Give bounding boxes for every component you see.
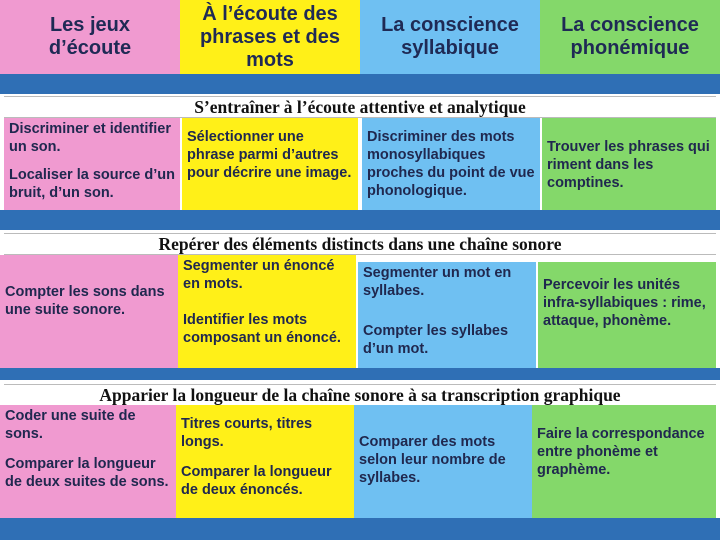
cell-3-jeux-ecoute: [0, 405, 176, 518]
column-header-label: Les jeux d’écoute: [48, 14, 132, 59]
cell-1-ecoute-phrases: [182, 118, 358, 210]
column-header-label: La conscience syllabique: [381, 14, 519, 59]
cell-text: Localiser la source d’un bruit, d’un son.: [9, 167, 175, 201]
cell-2-conscience-phonemique: [538, 262, 716, 368]
cell-text: Compter les syllabes d’un mot.: [363, 323, 509, 357]
section-title-2: Repérer des éléments distincts dans une chaîne sonore: [4, 233, 716, 255]
column-header-jeux-ecoute: [0, 0, 180, 74]
cell-text: Coder une suite de sons.: [5, 408, 136, 442]
cell-text: Titres courts, titres longs.: [181, 416, 313, 450]
cell-text: Faire la correspondance entre phonème et graphème.: [537, 426, 705, 478]
cell-text: Percevoir les unités infra-syllabiques : rime, attaque, phonème.: [543, 277, 706, 329]
cell-text: Segmenter un mot en syllabes.: [363, 265, 512, 299]
cell-text: Sélectionner une phrase parmi d’autres pour décrire une image.: [187, 129, 352, 181]
cell-1-jeux-ecoute: [4, 118, 180, 210]
cell-1-conscience-syllabique: [362, 118, 540, 210]
column-header-conscience-syllabique: [360, 0, 540, 74]
cell-text: Comparer des mots selon leur nombre de syllabes.: [359, 434, 506, 486]
cell-text: Identifier les mots composant un énoncé.: [183, 312, 341, 346]
cell-3-conscience-phonemique: [532, 405, 716, 518]
column-header-label: À l’écoute des phrases et des mots: [199, 2, 341, 71]
cell-3-ecoute-phrases: [176, 405, 354, 518]
cell-text: Trouver les phrases qui riment dans les comptines.: [547, 139, 710, 191]
column-header-ecoute-phrases: [180, 0, 360, 74]
cell-text: Comparer la longueur de deux suites de sons.: [5, 456, 169, 490]
cell-2-conscience-syllabique: [358, 262, 536, 368]
cell-3-conscience-syllabique: [354, 405, 532, 518]
cell-2-ecoute-phrases: [178, 255, 356, 368]
cell-text: Compter les sons dans une suite sonore.: [5, 284, 165, 318]
cell-text: Comparer la longueur de deux énoncés.: [181, 464, 332, 498]
cell-text: Discriminer et identifier un son.: [9, 121, 171, 155]
column-header-label: La conscience phonémique: [561, 14, 699, 59]
section-title-3: Apparier la longueur de la chaîne sonore à sa transcription graphique: [4, 384, 716, 406]
cell-text: Discriminer des mots monosyllabiques proches du point de vue phonologique.: [367, 129, 535, 199]
cell-text: Segmenter un énoncé en mots.: [183, 258, 335, 292]
cell-1-conscience-phonemique: [542, 118, 716, 210]
section-title-1: S’entraîner à l’écoute attentive et analytique: [4, 96, 716, 118]
cell-2-jeux-ecoute: [0, 255, 178, 368]
column-header-conscience-phonemique: [540, 0, 720, 74]
